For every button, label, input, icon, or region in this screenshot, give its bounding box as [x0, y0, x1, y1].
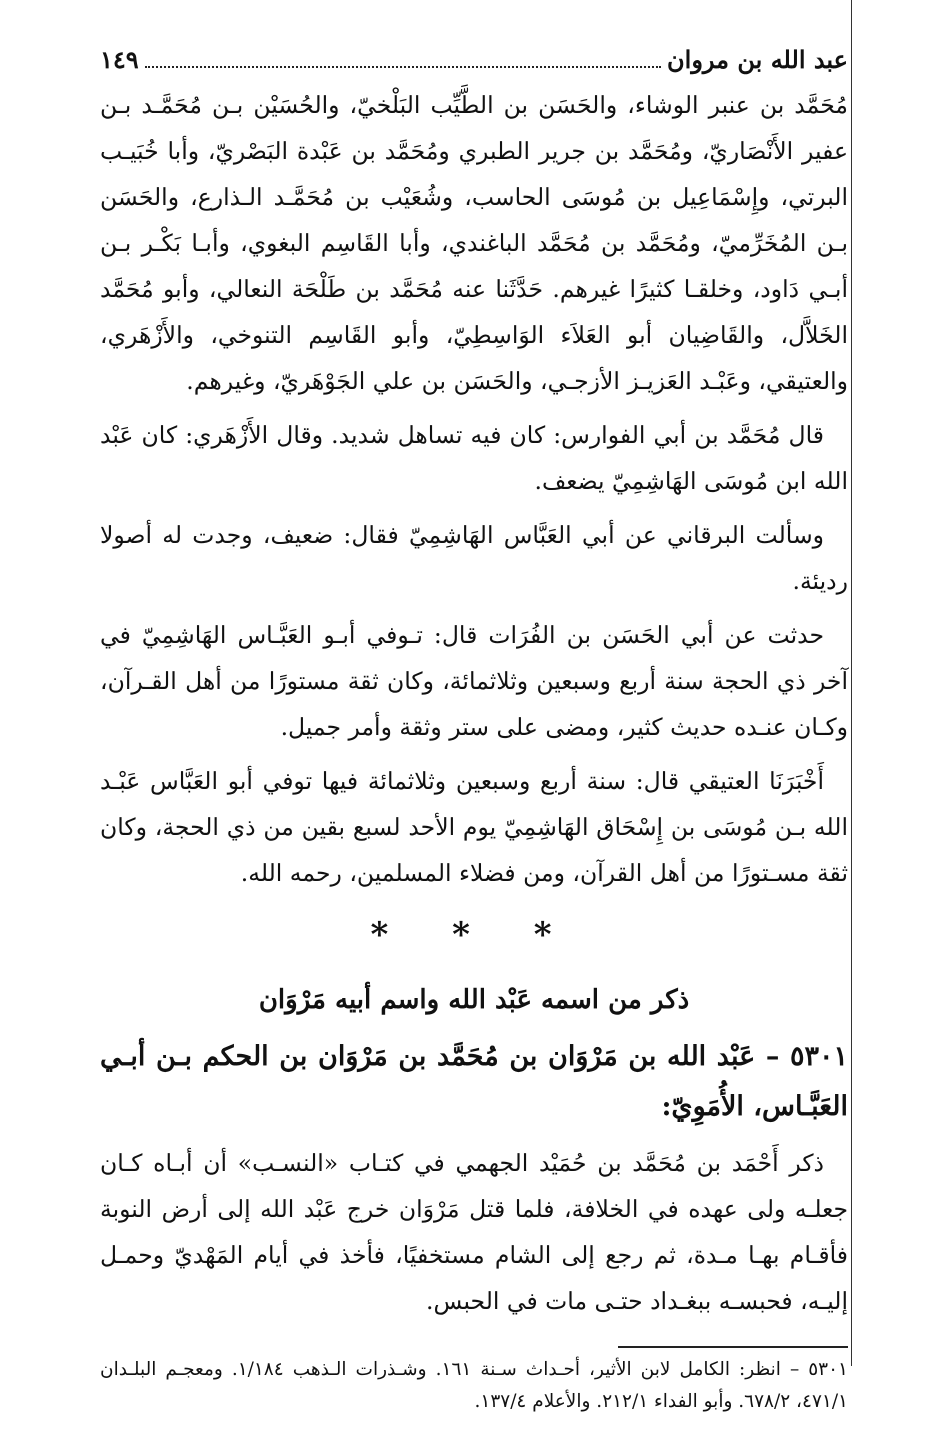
footnote-divider	[618, 1346, 848, 1348]
paragraph-narrators: مُحَمَّد بن عنبر الوشاء، والحَسَن بن الطَّيِّب البَلْخيّ، والحُسَيْن بـن مُحَمَّـد بـن عفير الأَنْصَاريّ، ومُحَمَّد بن جرير الطبري ومُحَمَّد بن عَبْدة البَصْريّ، وأبا خُبَيـب البرتي، وإِسْمَاعِيل بن مُوسَى الحاسب، وشُعَيْب بن مُحَمَّـد الـذارع، والحَسَن بـن المُخَرِّميّ، ومُحَمَّد بن مُحَمَّد الباغندي، وأبا القَاسِم البغوي، وأبـا بَكْـر بـن أبـي دَاود، وخلقـا كثيرًا غيرهم. حَدَّثَنا عنه مُحَمَّد بن طَلْحَة النعالي، وأبو مُحَمَّد الخَلاَّل، والقَاضِيان أبو العَلاَء الوَاسِطِيّ، وأبو القَاسِم التنوخي، والأَزْهَري، والعتيقي، وعَبْـد العَزيـز الأزجـي، والحَسَن بن علي الجَوْهَريّ، وغيرهم.	[100, 91, 848, 395]
section-separator: * * *	[370, 915, 578, 955]
footnote: ٥٣٠١ – انظر: الكامل لابن الأثير، أحـداث سـنة ١٦١. وشـذرات الـذهب ١/١٨٤. ومعجـم البلـدان ٤٧١/١، ٦٧٨/٢. وأبو الفداء ٢١٢/١. والأعلام ١٣٧/٤.	[100, 1359, 848, 1412]
entry-body: ذكر أَحْمَد بن مُحَمَّد بن حُمَيْد الجهمي في كتـاب «النسـب» أن أبـاه كـان جعلـه ولى عهده في الخلافة، فلما قتل مَرْوَان خرج عَبْد الله إلى أرض النوبة فأقـام بهـا مـدة، ثم رجع إلى الشام مستخفيًا، فأخذ في أيام المَهْديّ وحمـل إليـه، فحبسـه ببغـداد حتـى مات في الحبس.	[100, 1149, 848, 1315]
header-title: عبد الله بن مروان	[667, 45, 848, 74]
entry-heading: ٥٣٠١ – عَبْد الله بن مَرْوَان بن مُحَمَّد بن مَرْوَان بن الحكم بـن أبـي العَبَّـاس، الأُمَوِيّ:	[100, 1041, 848, 1122]
book-page	[100, 38, 848, 1437]
header-leader-dots	[145, 66, 661, 68]
page-edge-line	[851, 0, 852, 1366]
paragraph-atiqi: أَخْبَرَنَا العتيقي قال: سنة أربع وسبعين وثلاثمائة فيها توفي أبو العَبَّاس عَبْـد الله بـن مُوسَى بن إِسْحَاق الهَاشِمِيّ يوم الأحد لسبع بقين من ذي الحجة، وكان ثقة مسـتورًا من أهل القرآن، ومن فضلاء المسلمين، رحمه الله.	[100, 767, 848, 887]
page-number: ١٤٩	[100, 45, 139, 74]
paragraph-ibn-abi-al-fawaris: قال مُحَمَّد بن أبي الفوارس: كان فيه تساهل شديد. وقال الأَزْهَري: كان عَبْد الله ابن مُوسَى الهَاشِمِيّ يضعف.	[100, 421, 848, 495]
paragraph-ibn-al-furat: حدثت عن أبي الحَسَن بن الفُرَات قال: تـوفي أبـو العَبَّـاس الهَاشِمِيّ في آخر ذي الحجة سنة أربع وسبعين وثلاثمائة، وكان ثقة مستورًا من أهل القـرآن، وكـان عنـده حديث كثير، ومضى على ستر وثقة وأمر جميل.	[100, 621, 848, 741]
running-header	[100, 38, 848, 82]
section-heading: ذكر من اسمه عَبْد الله واسم أبيه مَرْوَان	[258, 985, 690, 1015]
paragraph-barqani: وسألت البرقاني عن أبي العَبَّاس الهَاشِمِيّ فقال: ضعيف، وجدت له أصولا رديئة.	[100, 521, 848, 595]
